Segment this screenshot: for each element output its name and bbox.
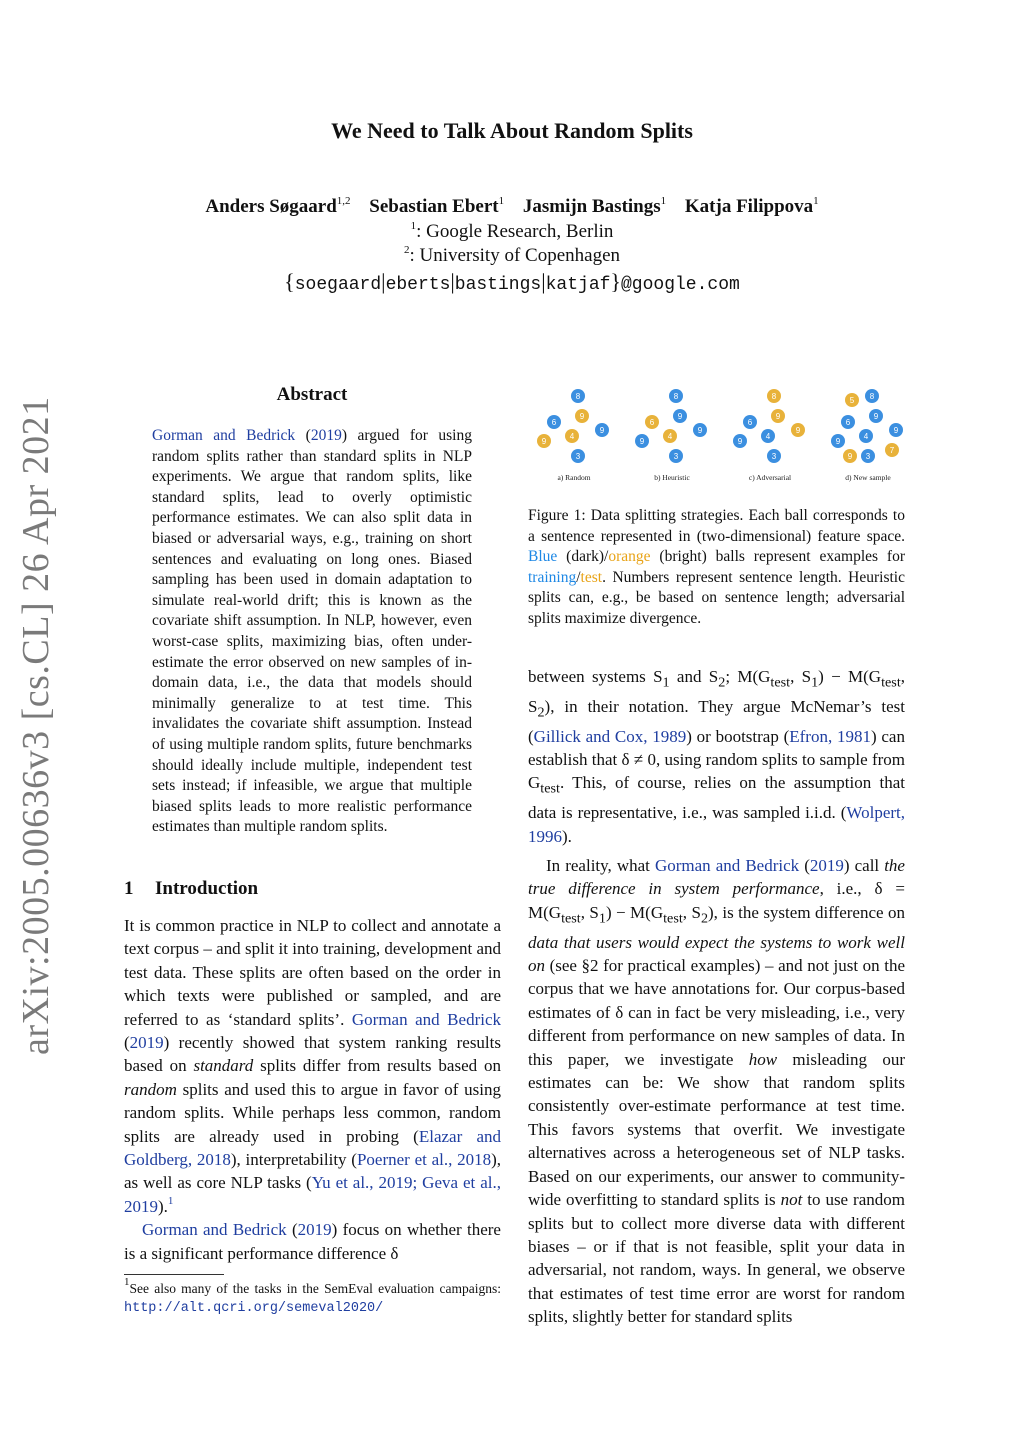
sentence-length-label: 3 xyxy=(771,452,777,461)
citation-link[interactable]: Yu et al., 2019; Geva et al., 2019 xyxy=(124,1173,501,1216)
author-name: Anders Søgaard xyxy=(205,196,337,217)
citation-link[interactable]: Gorman and Bedrick xyxy=(142,1220,287,1240)
sentence-length-label: 4 xyxy=(863,432,869,441)
sentence-length-label: 9 xyxy=(599,426,605,435)
sentence-length-label: 9 xyxy=(835,437,841,446)
sentence-length-label: 9 xyxy=(541,437,547,446)
citation-link[interactable]: Gorman and Bedrick xyxy=(152,427,296,444)
author-affiliation-mark: 1 xyxy=(498,195,505,207)
citation-link[interactable]: Poerner et al., 2018 xyxy=(356,1150,492,1170)
panel-label: d) New sample xyxy=(845,473,891,482)
paragraph: In reality, what Gorman and Bedrick (2019) call the true difference in system performance, i.e., $\delta = M(G_{test}$, $S_1) - M(G_{test}$, $S_2$), is the system difference on data that users would expect the systems to work well on (see §2 for practical examples) – and not just on the corpus that we have annotations for. Our corpus-based estimates of δ can in fact be very misleading, i.e., very different from performance on new samples of data. In this paper, we investigate how misleading our estimates can be: We show that random splits consistently over-estimate performance at test time. This favors systems that overfit. We investigate alternatives across a heterogeneous set of NLP tasks. Based on our experiments, our answer to community-wide overfitting to standard splits is not to use random splits but to collect more diverse data with different biases – or if that is not feasible, split your data in adversarial, not random, ways. In general, we observe that estimates of test time error are worst for random splits, slightly better for standard splits xyxy=(528,856,905,1327)
abstract-heading: Abstract xyxy=(276,384,348,405)
sentence-length-label: 4 xyxy=(667,432,673,441)
citation-link[interactable]: Wolpert, 1996 xyxy=(528,803,905,846)
footnote: $^1$See also many of the tasks in the SemEval evaluation campaigns: http://alt.qcri.org/semeval2020/ xyxy=(124,1276,501,1316)
sentence-length-label: 9 xyxy=(873,412,879,421)
affiliation-text: : Google Research, Berlin xyxy=(416,221,614,242)
footnote-mark: 1 xyxy=(124,1276,130,1288)
body-column-right xyxy=(528,665,905,1329)
sentence-length-label: 3 xyxy=(673,452,679,461)
body-column-left xyxy=(124,914,501,1265)
footnote-rule xyxy=(124,1274,224,1275)
sentence-length-label: 9 xyxy=(579,412,585,421)
section-number: 1 xyxy=(124,878,134,899)
author-list xyxy=(0,196,1024,218)
affiliation-mark: 2 xyxy=(403,244,410,256)
paragraph: Gorman and Bedrick (2019) focus on whether there is a significant performance difference δ xyxy=(124,1220,501,1263)
sentence-length-label: 6 xyxy=(747,418,753,427)
affiliation-text: : University of Copenhagen xyxy=(409,245,621,266)
citation-year-link[interactable]: 2019 xyxy=(809,856,844,876)
email-brace-close: } xyxy=(610,269,621,294)
panel-label: c) Adversarial xyxy=(748,473,792,482)
author-name: Katja Filippova xyxy=(684,196,814,217)
email-user: eberts xyxy=(385,275,451,295)
paper-title: We Need to Talk About Random Splits xyxy=(331,118,693,143)
sentence-length-label: 9 xyxy=(775,412,781,421)
email-user: soegaard xyxy=(294,275,382,295)
sentence-length-label: 7 xyxy=(889,446,895,455)
section-title: Introduction xyxy=(155,878,259,899)
sentence-length-label: 5 xyxy=(849,396,855,405)
legend-orange: orange xyxy=(608,548,651,566)
legend-blue: Blue xyxy=(528,548,558,566)
citation-link[interactable]: Gorman and Bedrick xyxy=(351,1009,501,1029)
footnote-link[interactable]: 1 xyxy=(167,1194,174,1207)
author-emails: {soegaard|eberts|bastings|katjaf}@google.com xyxy=(284,269,740,295)
citation-year-link[interactable]: 2019 xyxy=(310,427,342,444)
affiliation-copenhagen xyxy=(0,245,1024,267)
author-affiliation-mark: 1 xyxy=(660,195,667,207)
affiliation-google xyxy=(0,221,1024,243)
author-affiliation-mark: 1 xyxy=(813,195,819,207)
citation-link[interactable]: Efron, 1981 xyxy=(789,726,871,746)
sentence-length-label: 8 xyxy=(869,392,875,401)
sentence-length-label: 9 xyxy=(847,452,853,461)
sentence-length-label: 9 xyxy=(697,426,703,435)
sentence-length-label: 3 xyxy=(575,452,581,461)
sentence-length-label: 9 xyxy=(639,437,645,446)
sentence-length-label: 8 xyxy=(771,392,777,401)
legend-test: test xyxy=(580,568,603,586)
sentence-length-label: 6 xyxy=(845,418,851,427)
sentence-length-label: 6 xyxy=(551,418,557,427)
sentence-length-label: 3 xyxy=(865,452,871,461)
panel-label: a) Random xyxy=(557,473,591,482)
abstract-text: argued for using random splits rather than standard splits in NLP experiments. We argue that random splits, like standard splits, lead to overly optimistic performance estimates. We can also split data in biased or adversarial ways, e.g., training on short sentences and evaluating on long ones. Biased sampling has been used in domain adaptation to simulate real-world drift; this is known as the covariate shift assumption. In NLP, however, even worst-case splits, maximizing bias, often under-estimate the error observed on new samples of in-domain data, i.e., the data that models should minimally generalize to at test time. This invalidates the covariate shift assumption. Instead of using multiple random splits, future benchmarks should ideally include multiple, independent test sets instead; if infeasible, we argue that multiple biased splits leads to more realistic performance estimates than multiple random splits. xyxy=(152,427,472,836)
sentence-length-label: 8 xyxy=(673,392,679,401)
legend-training: training xyxy=(528,568,577,586)
sentence-length-label: 6 xyxy=(649,418,655,427)
sentence-length-label: 4 xyxy=(765,432,771,441)
citation-link[interactable]: Gillick and Cox, 1989 xyxy=(533,726,687,746)
email-brace-open: { xyxy=(284,269,295,294)
citation-year-link[interactable]: 2019 xyxy=(297,1220,332,1240)
author-name: Jasmijn Bastings xyxy=(522,196,661,217)
footnote-url-link[interactable]: http://alt.qcri.org/semeval2020/ xyxy=(124,1301,384,1316)
figure-data-splitting xyxy=(524,384,910,488)
sentence-length-label: 4 xyxy=(569,432,575,441)
sentence-length-label: 8 xyxy=(575,392,581,401)
sentence-length-label: 9 xyxy=(795,426,801,435)
email-user: katjaf xyxy=(545,275,611,295)
abstract-body: Gorman and Bedrick (2019) argued for using random splits rather than standard splits in NLP experiments. We argue that random splits, like standard splits, lead to overly optimistic performance estimates. We can also split data in biased or adversarial ways, e.g., training on short sentences and evaluating on long ones. Biased sampling has been used in domain adaptation to simulate real-world drift; this is known as the covariate shift assumption. In NLP, however, even worst-case splits, maximizing bias, often under-estimate the error observed on new samples of in-domain data, i.e., the data that models should minimally generalize to at test time. This invalidates the covariate shift assumption. Instead of using multiple random splits, future benchmarks should ideally include multiple, independent test sets instead; if infeasible, we argue that multiple biased splits leads to more realistic performance estimates than multiple random splits. xyxy=(152,427,472,836)
paragraph: It is common practice in NLP to collect and annotate a text corpus – and split it into training, development and test data. These splits are often based on the order in which texts were published or sampled, and are referred to as ‘standard splits’. Gorman and Bedrick (2019) recently showed that system ranking results based on standard splits differ from results based on random splits and used this to argue in favor of using random splits. While perhaps less common, random splits are already used in probing (Elazar and Goldberg, 2018), interpretability (Poerner et al., 2018), as well as core NLP tasks (Yu et al., 2019; Geva et al., 2019).$^1$ xyxy=(124,916,502,1216)
author-name: Sebastian Ebert xyxy=(369,196,499,217)
affiliation-mark: 1 xyxy=(410,220,417,232)
sentence-length-label: 9 xyxy=(737,437,743,446)
citation-year-link[interactable]: 2019 xyxy=(129,1033,164,1053)
panel-label: b) Heuristic xyxy=(654,473,690,482)
sentence-length-label: 9 xyxy=(893,426,899,435)
figure-caption: Figure 1: Data splitting strategies. Each ball corresponds to a sentence represented in (two-dimensional) feature space. Blue (dark)/orange (bright) balls represent examples for training/test. Numbers represent sentence length. Heuristic splits can, e.g., be based on sentence length; adversarial splits maximize divergence. xyxy=(528,507,905,627)
citation-link[interactable]: Gorman and Bedrick xyxy=(654,856,800,876)
author-affiliation-mark: 1,2 xyxy=(336,195,351,207)
paragraph: between systems $S_1$ and $S_2$; $M(G_{test}$, $S_1) - M(G_{test}$, $S_2$), in their notation. They argue McNemar’s test (Gillick and Cox, 1989) or bootstrap (Efron, 1981) can establish that δ ≠ 0, using random splits to sample from $G_{test}$. This, of course, relies on the assumption that data is representative, i.e., was sampled i.i.d. (Wolpert, 1996). xyxy=(528,667,906,846)
arxiv-identifier: arXiv:2005.00636v3 [cs.CL] 26 Apr 2021 xyxy=(15,396,57,1055)
sentence-length-label: 9 xyxy=(677,412,683,421)
section-heading xyxy=(124,878,258,900)
email-domain: @google.com xyxy=(620,275,740,295)
email-user: bastings xyxy=(454,275,542,295)
citation-link[interactable]: Elazar and Goldberg, 2018 xyxy=(124,1126,501,1170)
